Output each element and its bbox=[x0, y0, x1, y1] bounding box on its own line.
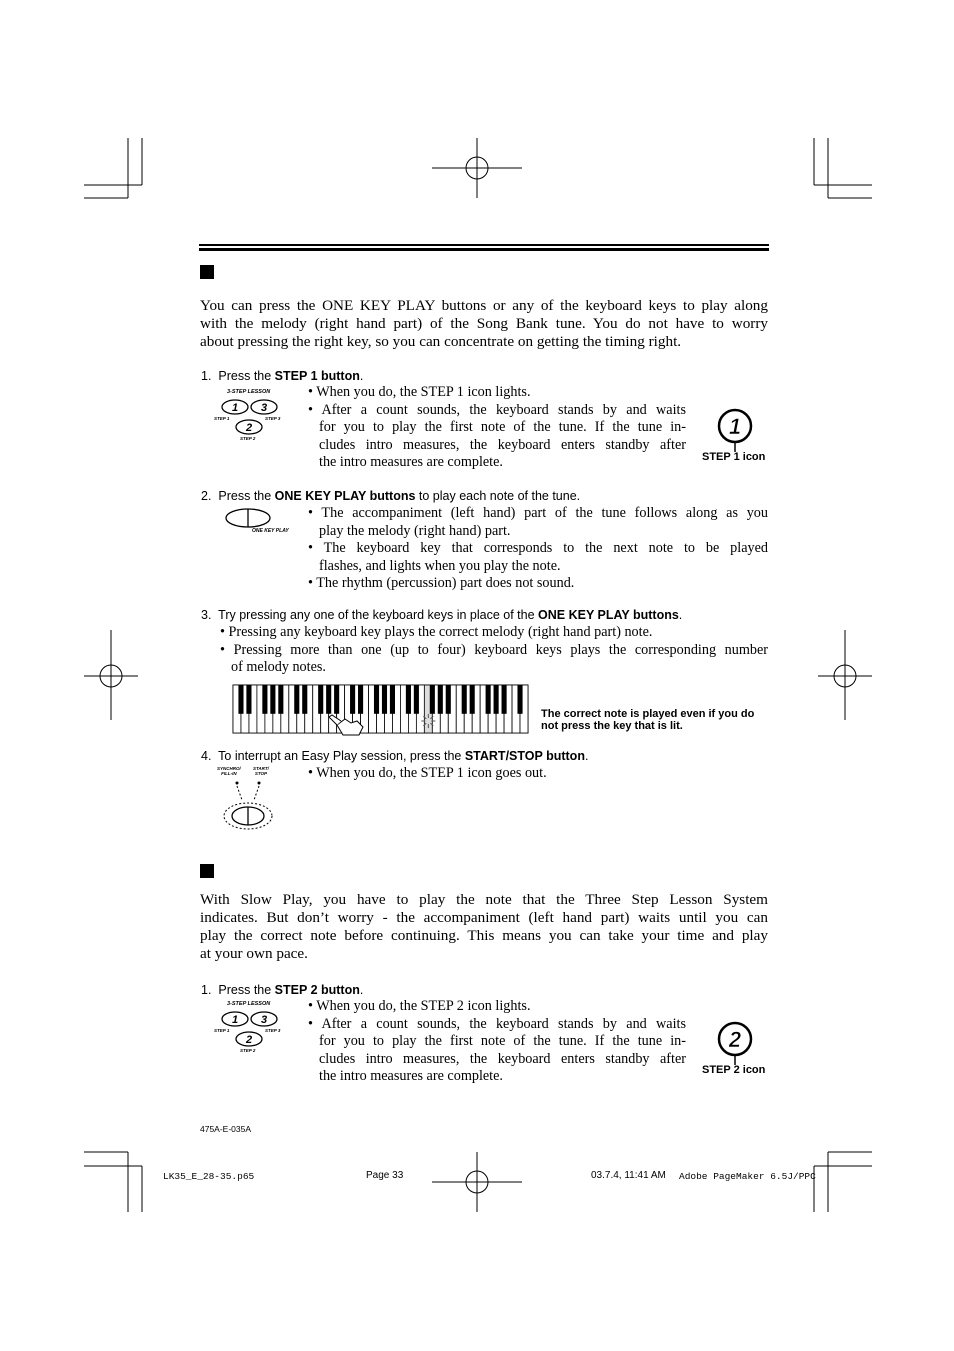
step-button-name: START/STOP button bbox=[464, 749, 585, 763]
svg-text:1: 1 bbox=[231, 402, 239, 414]
black-key bbox=[517, 685, 522, 714]
black-key bbox=[486, 685, 491, 714]
svg-text:2: 2 bbox=[245, 1034, 253, 1046]
black-key bbox=[294, 685, 299, 714]
step1-icon bbox=[706, 406, 766, 456]
slow-play-paragraph bbox=[200, 891, 768, 963]
step-number: 4. bbox=[201, 749, 212, 763]
bullet-line: for you to play the first note of the tune. If the tune in- bbox=[319, 1033, 686, 1049]
black-key bbox=[270, 685, 275, 714]
bullet-line: for you to play the first note of the tune. If the tune in- bbox=[319, 419, 686, 435]
label-line: STOP bbox=[254, 771, 267, 776]
svg-text:2: 2 bbox=[728, 1027, 742, 1052]
lesson-panel bbox=[213, 998, 293, 1058]
heading-rule bbox=[199, 244, 769, 246]
black-key bbox=[494, 685, 499, 714]
bullet-list bbox=[308, 384, 686, 472]
step-text: To interrupt an Easy Play session, press the bbox=[218, 749, 465, 763]
one-key-play-panel bbox=[222, 505, 302, 537]
panel-label: STEP 3 bbox=[265, 1028, 281, 1033]
footer-datetime: 03.7.4, 11:41 AM bbox=[591, 1170, 666, 1181]
panel-label: STEP 1 bbox=[214, 1028, 230, 1033]
bullet-list bbox=[308, 765, 768, 783]
step-text: to play each note of the tune. bbox=[415, 489, 581, 503]
black-key bbox=[414, 685, 419, 714]
black-key bbox=[502, 685, 507, 714]
black-key bbox=[390, 685, 395, 714]
paragraph-line: about pressing the right key, so you can concentrate on getting the timing right. bbox=[200, 333, 682, 350]
panel-label: STEP 2 bbox=[240, 1048, 256, 1053]
step-heading bbox=[201, 608, 682, 622]
black-key bbox=[406, 685, 411, 714]
bullet-line: of melody notes. bbox=[231, 659, 326, 675]
paragraph-line: with the melody (right hand part) of the Song Bank tune. You do not have to worry bbox=[200, 315, 768, 332]
panel-label: STEP 1 bbox=[214, 416, 230, 421]
panel-title: 3-STEP LESSON bbox=[227, 1001, 271, 1007]
black-key bbox=[238, 685, 243, 714]
black-key bbox=[302, 685, 307, 714]
black-key bbox=[334, 685, 339, 714]
footer-app: Adobe PageMaker 6.5J/PPC bbox=[679, 1171, 816, 1182]
paragraph-line: at your own pace. bbox=[200, 945, 308, 962]
black-key bbox=[278, 685, 283, 714]
svg-text:1: 1 bbox=[231, 1014, 239, 1026]
step-text: Press the bbox=[218, 369, 275, 383]
step-number: 2. bbox=[201, 489, 212, 503]
paragraph-line: play the correct note before continuing. This means you can take your time and play bbox=[200, 927, 768, 944]
step-number: 1. bbox=[201, 369, 212, 383]
paragraph-line: With Slow Play, you have to play the note that the Three Step Lesson System bbox=[200, 891, 768, 908]
panel-title: 3-STEP LESSON bbox=[227, 389, 271, 395]
step-text: Press the bbox=[218, 983, 275, 997]
paragraph-line: You can press the ONE KEY PLAY buttons or any of the keyboard keys to play along bbox=[200, 297, 768, 314]
step-number: 3. bbox=[201, 608, 212, 622]
black-key bbox=[430, 685, 435, 714]
bullet-line: cludes intro measures, the keyboard enters standby after bbox=[319, 436, 686, 453]
black-key bbox=[374, 685, 379, 714]
bullet-line: the intro measures are complete. bbox=[319, 454, 503, 470]
step-heading bbox=[201, 749, 588, 763]
bullet-item: • When you do, the STEP 2 icon lights. bbox=[308, 998, 531, 1014]
step-heading bbox=[201, 983, 363, 997]
label-line: SYNCHRO/ bbox=[217, 766, 241, 771]
panel-label: ONE KEY PLAY bbox=[252, 528, 289, 534]
step-heading bbox=[201, 489, 580, 503]
black-key bbox=[262, 685, 267, 714]
panel-label: STEP 3 bbox=[265, 416, 281, 421]
bullet-item: • When you do, the STEP 1 icon lights. bbox=[308, 384, 531, 400]
bullet-item: • The accompaniment (left hand) part of the tune follows along as you bbox=[308, 505, 768, 521]
footer-file: LK35_E_28-35.p65 bbox=[163, 1171, 255, 1182]
black-key bbox=[470, 685, 475, 714]
step-text: . bbox=[584, 749, 589, 763]
step-button-name: ONE KEY PLAY buttons bbox=[538, 608, 679, 622]
bullet-line: the intro measures are complete. bbox=[319, 1068, 503, 1084]
label-line: START/ bbox=[253, 766, 269, 771]
bullet-line: cludes intro measures, the keyboard enters standby after bbox=[319, 1050, 686, 1067]
heading-rule-thick bbox=[199, 248, 769, 251]
step-heading bbox=[201, 369, 363, 383]
bullet-line: play the melody (right hand) part. bbox=[319, 522, 511, 539]
step-text: Press the bbox=[218, 489, 275, 503]
step-text: Try pressing any one of the keyboard keys in place of the bbox=[218, 608, 539, 622]
keyboard-illustration bbox=[233, 685, 528, 735]
section-marker bbox=[200, 864, 214, 878]
svg-text:3: 3 bbox=[260, 402, 268, 414]
black-key bbox=[246, 685, 251, 714]
black-key bbox=[382, 685, 387, 714]
svg-text:1: 1 bbox=[728, 414, 742, 439]
panel-label: STEP 2 bbox=[240, 436, 256, 441]
paragraph-line: indicates. But don’t worry - the accompaniment (left hand part) waits until you can bbox=[200, 909, 768, 926]
bullet-item: • The rhythm (percussion) part does not sound. bbox=[308, 575, 575, 591]
keyboard-caption bbox=[541, 708, 754, 732]
lesson-panel bbox=[213, 386, 293, 446]
step2-icon bbox=[706, 1019, 766, 1069]
black-key bbox=[462, 685, 467, 714]
bullet-item: • After a count sounds, the keyboard stands by and waits bbox=[308, 401, 686, 418]
bullet-item: • When you do, the STEP 1 icon goes out. bbox=[308, 765, 547, 781]
black-key bbox=[326, 685, 331, 714]
bullet-item: • The keyboard key that corresponds to the next note to be played bbox=[308, 540, 768, 556]
bullet-line: flashes, and lights when you play the note. bbox=[319, 557, 561, 574]
section-marker bbox=[200, 265, 214, 279]
step-button-name: STEP 2 button bbox=[274, 983, 360, 997]
bullet-item: • After a count sounds, the keyboard stands by and waits bbox=[308, 1015, 686, 1032]
start-stop-panel bbox=[215, 766, 285, 832]
black-key bbox=[318, 685, 323, 714]
footer-page: Page 33 bbox=[366, 1170, 404, 1181]
icon-caption: STEP 2 icon bbox=[702, 1064, 766, 1076]
step-text: . bbox=[678, 608, 683, 622]
black-key bbox=[446, 685, 451, 714]
icon-caption: STEP 1 icon bbox=[702, 451, 766, 463]
step-text: . bbox=[359, 369, 364, 383]
svg-text:3: 3 bbox=[260, 1014, 268, 1026]
bullet-list bbox=[308, 505, 768, 593]
caption-line: not press the key that is lit. bbox=[541, 720, 683, 732]
black-key bbox=[358, 685, 363, 714]
caption-line: The correct note is played even if you do bbox=[541, 708, 755, 720]
step-number: 1. bbox=[201, 983, 212, 997]
step-button-name: ONE KEY PLAY buttons bbox=[274, 489, 416, 503]
black-key bbox=[438, 685, 443, 714]
bullet-list bbox=[308, 998, 686, 1086]
label-line: FILL-IN bbox=[221, 771, 237, 776]
bullet-item: • Pressing any keyboard key plays the correct melody (right hand part) note. bbox=[220, 624, 653, 640]
step-text: . bbox=[359, 983, 364, 997]
document-code: 475A-E-035A bbox=[200, 1124, 252, 1134]
svg-text:2: 2 bbox=[245, 422, 253, 434]
bullet-list bbox=[220, 624, 768, 677]
black-key bbox=[350, 685, 355, 714]
step-button-name: STEP 1 button bbox=[274, 369, 360, 383]
bullet-item: • Pressing more than one (up to four) keyboard keys plays the corresponding number bbox=[220, 641, 768, 658]
intro-paragraph bbox=[200, 297, 768, 351]
